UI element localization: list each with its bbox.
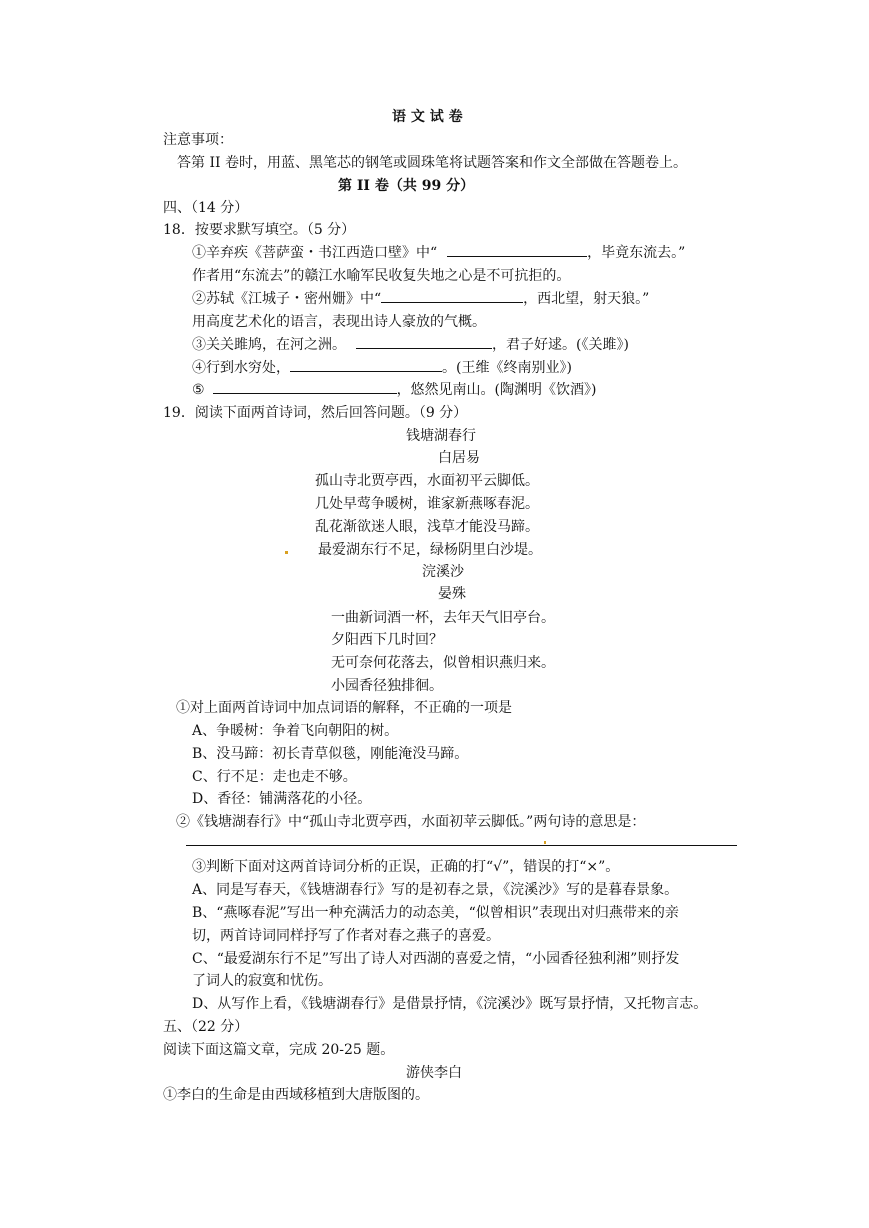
q18-item1-note: 作者用“东流去”的赣江水喻军民收复失地之心是不可抗拒的。 xyxy=(192,268,571,284)
poem2-line: 夕阳西下几时回？ xyxy=(331,632,443,648)
q18-blank1[interactable] xyxy=(447,244,587,257)
emphasis-dot xyxy=(285,551,288,554)
q18-item3-pre: ③关关雎鸠，在河之洲。 xyxy=(192,337,346,353)
emphasis-dot xyxy=(544,841,546,844)
q19-sub1-option: C、行不足：走也走不够。 xyxy=(192,769,357,785)
q18-item5-post: ，悠然见南山。(陶渊明《饮酒》) xyxy=(396,382,597,398)
part4-heading: 四、（14 分） xyxy=(163,200,249,216)
q18-item3 xyxy=(192,336,629,354)
poem2-line: 一曲新词酒一杯，去年天气旧亭台。 xyxy=(331,610,555,626)
notice-label: 注意事项： xyxy=(163,132,233,148)
poem1-line: 乱花渐欲迷人眼，浅草才能没马蹄。 xyxy=(315,519,539,535)
q19-sub1-option: D、香径：铺满落花的小径。 xyxy=(192,791,372,807)
poem2-title: 浣溪沙 xyxy=(422,564,464,580)
q18-stem: 18．按要求默写填空。（5 分） xyxy=(163,222,356,238)
q18-item1-post: ，毕竟东流去。” xyxy=(587,245,686,261)
poem1-line: 几处早莺争暖树，谁家新燕啄春泥。 xyxy=(315,496,539,512)
q19-sub1-option: B、没马蹄：初长青草似毯，刚能淹没马蹄。 xyxy=(192,746,469,762)
q18-item3-post: ，君子好逑。(《关雎》) xyxy=(492,337,629,353)
poem2-line: 小园香径独排徊。 xyxy=(331,678,443,694)
poem1-author: 白居易 xyxy=(438,450,480,466)
poem1-line: 最爱湖东行不足，绿杨阴里白沙堤。 xyxy=(318,542,542,558)
section-title: 第 II 卷（共 99 分） xyxy=(338,178,475,194)
part5-intro: 阅读下面这篇文章，完成 20-25 题。 xyxy=(163,1042,395,1058)
q18-item2-post: ，西北望，射天狼。” xyxy=(523,291,650,307)
q18-blank3[interactable] xyxy=(356,336,492,349)
q19-sub3-option-b-cont: 切，两首诗词同样抒写了作者对春之燕子的喜爱。 xyxy=(192,928,500,944)
q18-item1 xyxy=(192,244,685,262)
poem1-title: 钱塘湖春行 xyxy=(406,428,476,444)
notice-text: 答第 II 卷时，用蓝、黑笔芯的钢笔或圆珠笔将试题答案和作文全部做在答题卷上。 xyxy=(177,155,687,171)
poem2-line: 无可奈何花落去，似曾相识燕归来。 xyxy=(331,655,555,671)
q18-item4-pre: ④行到水穷处， xyxy=(192,360,290,376)
q19-sub3-option-c: C、“最爱湖东行不足”写出了诗人对西湖的喜爱之情，“小园香径独利湘”则抒发 xyxy=(192,951,680,967)
q19-sub2: ②《钱塘湖春行》中“孤山寺北贾亭西，水面初苹云脚低。”两句诗的意思是： xyxy=(176,814,646,830)
q19-sub3-option-a: A、同是写春天，《钱塘湖春行》写的是初春之景，《浣溪沙》写的是暮春景象。 xyxy=(192,882,679,898)
q18-blank4[interactable] xyxy=(290,359,442,372)
article-paragraph: ①李白的生命是由西域移植到大唐版图的。 xyxy=(163,1087,429,1103)
q18-item2 xyxy=(192,290,649,308)
q18-item2-note: 用高度艺术化的语言，表现出诗人豪放的气概。 xyxy=(192,314,486,330)
q19-sub3-option-d: D、从写作上看，《钱塘湖春行》是借景抒情，《浣溪沙》既写景抒情，又托物言志。 xyxy=(192,996,708,1012)
q19-sub1: ①对上面两首诗词中加点词语的解释，不正确的一项是 xyxy=(176,700,512,716)
q18-blank2[interactable] xyxy=(381,290,523,303)
article-title: 游侠李白 xyxy=(406,1065,462,1081)
q18-blank5[interactable] xyxy=(213,381,397,394)
q18-item2-pre: ②苏轼《江城子・密州姗》中“ xyxy=(192,291,382,307)
q19-sub1-option: A、争暖树：争着飞向朝阳的树。 xyxy=(192,723,399,739)
poem1-line: 孤山寺北贾亭西，水面初平云脚低。 xyxy=(315,473,539,489)
q18-item5 xyxy=(192,381,597,399)
page-title: 语 文 试 卷 xyxy=(392,109,463,125)
q18-item1-pre: ①辛弃疾《菩萨蛮・书江西造口壁》中“ xyxy=(192,245,438,261)
q18-item4 xyxy=(192,359,572,377)
part5-heading: 五、（22 分） xyxy=(163,1019,249,1035)
q19-sub3-option-c-cont: 了词人的寂寞和忧伤。 xyxy=(192,973,332,989)
poem2-author: 晏殊 xyxy=(438,586,466,602)
q19-sub3-option-b: B、“燕啄春泥”写出一种充满活力的动态美，“似曾相识”表现出对归燕带来的亲 xyxy=(192,905,679,921)
q19-stem: 19．阅读下面两首诗词，然后回答问题。（9 分） xyxy=(163,405,468,421)
q18-item4-post: 。(王维《终南别业》) xyxy=(442,360,572,376)
q18-item5-pre: ⑤ xyxy=(192,382,205,398)
q19-answer-line[interactable] xyxy=(186,845,737,846)
q19-sub3: ③判断下面对这两首诗词分析的正误，正确的打“√”，错误的打“×”。 xyxy=(192,859,620,875)
